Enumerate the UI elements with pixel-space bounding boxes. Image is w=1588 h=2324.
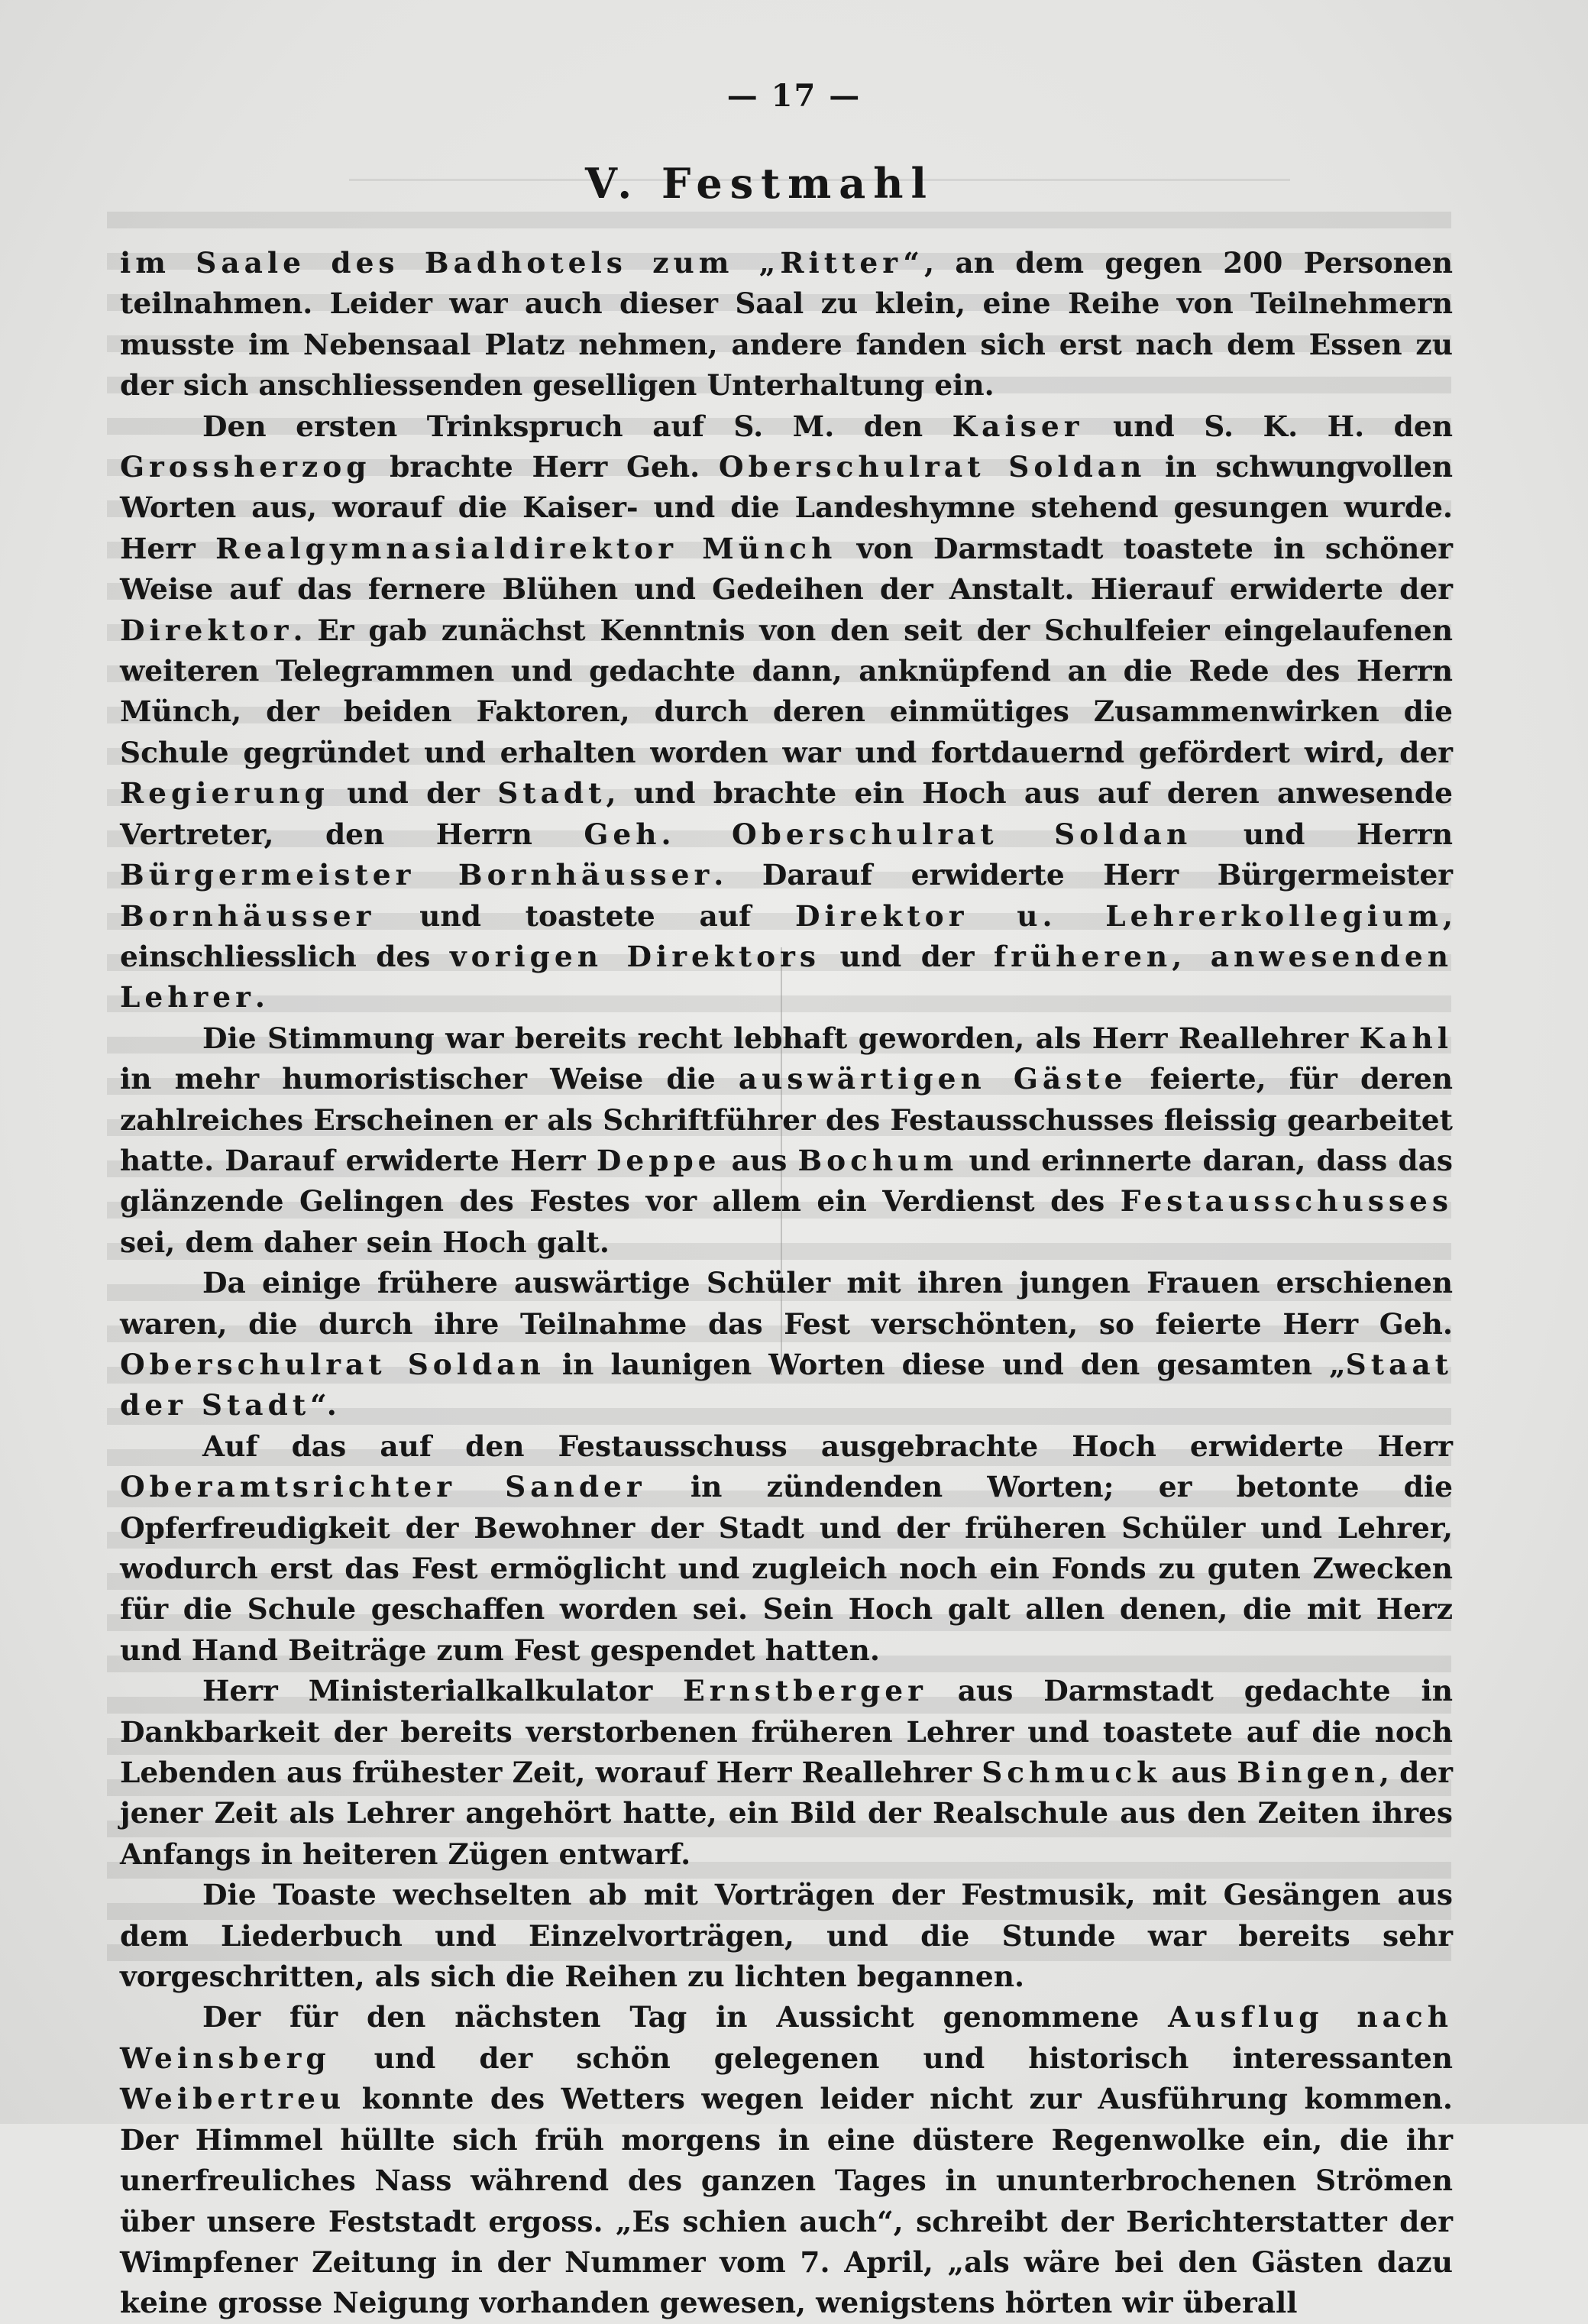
paragraph: [120, 1263, 1453, 1426]
emphasized-text: früheren, anwesenden Lehrer: [120, 939, 1453, 1015]
text-run: , an dem gegen 200 Personen teilnahmen. Leider war auch dieser Saal zu klein, eine Reihe von Teilnehmern musste im Nebensaal Platz nehmen, andere fanden sich erst nach dem Essen zu der sich anschliessenden geselligen Unterhaltung ein.: [120, 246, 1453, 403]
text-run: in mehr humoristischer Weise die: [120, 1062, 739, 1096]
text-run: sei, dem daher sein Hoch galt.: [120, 1225, 610, 1259]
emphasized-text: Oberamtsrichter Sander: [120, 1470, 646, 1504]
text-run: konnte des Wetters wegen leider nicht zur Ausführung kommen. Der Himmel hüllte sich früh morgens in eine düstere Regenwolke ein, die ihr unerfreuliches Nass während des ganzen Tages in ununterbrochenen Strömen über unsere Feststadt ergoss. „Es schien auch“, schreibt der Berichterstatter der Wimpfener Zeitung in der Nummer vom 7. April, „als wäre bei den Gästen dazu keine grosse Neigung vorhanden gewesen, wenigstens hörten wir überall: [120, 2082, 1453, 2320]
emphasized-text: Bingen: [1237, 1756, 1379, 1790]
body-text: [120, 243, 1453, 2324]
text-run: Den ersten Trinkspruch auf S. M. den: [202, 409, 952, 443]
text-run: Herr Ministerialkalkulator: [202, 1674, 684, 1708]
text-run: und der: [820, 939, 995, 973]
page-number: — 17 —: [726, 78, 862, 114]
text-run: und Herrn: [1192, 817, 1453, 851]
text-run: in launigen Worten diese und den gesamten „: [545, 1347, 1346, 1381]
text-run: und der: [328, 776, 498, 811]
text-run: Die Toaste wechselten ab mit Vorträgen der Festmusik, mit Gesängen aus dem Liederbuch und Einzelvorträgen, und die Stunde war bereits sehr vorgeschritten, als sich die Reihen zu lichten begannen.: [120, 1878, 1453, 1994]
emphasized-text: Deppe: [596, 1143, 721, 1177]
text-run: .: [254, 980, 265, 1015]
emphasized-text: Weibertreu: [120, 2082, 346, 2116]
paragraph: [120, 1997, 1453, 2323]
text-run: aus Darmstadt gedachte in Dankbarkeit der bereits verstorbenen früheren Lehrer und toastete auf die noch Lebenden aus frühester Zeit, worauf Herr Reallehrer: [120, 1674, 1453, 1790]
emphasized-text: Stadt: [497, 776, 606, 811]
emphasized-text: Ausflug nach Weinsberg: [120, 2000, 1453, 2075]
emphasized-text: Direktor u. Lehrerkollegium: [795, 898, 1443, 933]
text-run: und erinnerte daran, dass das glänzende Gelingen des Festes vor allem ein Verdienst des: [120, 1143, 1454, 1219]
emphasized-text: auswärtigen Gäste: [738, 1062, 1127, 1096]
text-run: und der schön gelegenen und historisch interessanten: [330, 2041, 1453, 2075]
emphasized-text: Oberschulrat Soldan: [120, 1347, 545, 1381]
emphasized-text: Kahl: [1359, 1021, 1453, 1055]
text-run: . Er gab zunächst Kenntnis von den seit der Schulfeier eingelaufenen weiteren Telegrammen und gedachte dann, anknüpfend an die Rede des Herrn Münch, der beiden Faktoren, durch deren einmütiges Zusammenwirken die Schule gegründet und erhalten worden war und fortdauernd gefördert wird, der: [120, 613, 1453, 769]
emphasized-text: Realgymnasialdirektor Münch: [215, 531, 837, 565]
paragraph: [120, 406, 1453, 1018]
text-run: Da einige frühere auswärtige Schüler mit ihren jungen Frauen erschienen waren, die durch ihre Teilnahme das Fest verschönten, so feierte Herr Geh.: [120, 1266, 1453, 1341]
text-run: und S. K. H. den: [1083, 409, 1453, 443]
text-run: . Darauf erwiderte Herr Bürgermeister: [713, 858, 1453, 892]
paragraph: [120, 1018, 1453, 1263]
emphasized-text: Bochum: [797, 1143, 959, 1177]
text-run: , der jener Zeit als Lehrer angehört hatte, ein Bild der Realschule aus den Zeiten ihres Anfangs in heiteren Zügen entwarf.: [120, 1756, 1453, 1871]
paragraph: [120, 243, 1453, 406]
section-heading: V. Festmahl: [584, 159, 935, 208]
emphasized-text: Bürgermeister Bornhäusser: [120, 858, 714, 892]
text-run: und toastete auf: [375, 898, 795, 933]
text-run: in schwungvollen Worten aus, worauf die Kaiser- und die Landeshymne stehend gesungen wurde. Herr: [120, 450, 1453, 565]
text-run: aus: [1161, 1756, 1237, 1790]
text-run: brachte Herr Geh.: [370, 450, 719, 484]
emphasized-text: Kaiser: [952, 409, 1084, 443]
text-run: Auf das auf den Festausschuss ausgebrachte Hoch erwiderte Herr: [202, 1429, 1453, 1463]
emphasized-text: Staat der Stadt: [120, 1347, 1453, 1423]
emphasized-text: Ernstberger: [683, 1674, 927, 1708]
text-run: Die Stimmung war bereits recht lebhaft geworden, als Herr Reallehrer: [202, 1021, 1360, 1055]
emphasized-text: Bornhäusser: [120, 898, 376, 933]
text-run: in zündenden Worten; er betonte die Opferfreudigkeit der Bewohner der Stadt und der früheren Schüler und Lehrer, wodurch erst das Fest ermöglicht und zugleich noch ein Fonds zu guten Zwecken für die Schule geschaffen worden sei. Sein Hoch galt allen denen, die mit Herz und Hand Beiträge zum Fest gespendet hatten.: [120, 1470, 1453, 1667]
emphasized-text: Regierung: [120, 776, 329, 811]
emphasized-text: Geh. Oberschulrat Soldan: [584, 817, 1192, 851]
text-run: “.: [310, 1388, 337, 1423]
emphasized-text: Schmuck: [982, 1756, 1162, 1790]
emphasized-text: Direktor: [120, 613, 293, 647]
text-run: Der für den nächsten Tag in Aussicht genommene: [202, 2000, 1169, 2034]
emphasized-text: Oberschulrat Soldan: [718, 450, 1147, 484]
emphasized-text: vorigen Direktors: [449, 939, 821, 973]
text-run: feierte, für deren zahlreiches Erscheinen er als Schriftführer des Festausschusses fleissig gearbeitet hatte. Darauf erwiderte Herr: [120, 1062, 1454, 1177]
paragraph: [120, 1426, 1453, 1671]
text-run: von Darmstadt toastete in schöner Weise auf das fernere Blühen und Gedeihen der Anstalt. Hierauf erwiderte der: [120, 531, 1453, 607]
paragraph: [120, 1671, 1453, 1875]
emphasized-text: Festausschusses: [1120, 1184, 1453, 1219]
paragraph: [120, 1875, 1453, 1997]
text-run: , und brachte ein Hoch aus auf deren anwesende Vertreter, den Herrn: [120, 776, 1453, 851]
text-run: aus: [720, 1143, 798, 1177]
text-run: , einschliesslich des: [120, 898, 1453, 973]
emphasized-text: im Saale des Badhotels zum „Ritter“: [120, 246, 924, 280]
emphasized-text: Grossherzog: [120, 450, 371, 484]
